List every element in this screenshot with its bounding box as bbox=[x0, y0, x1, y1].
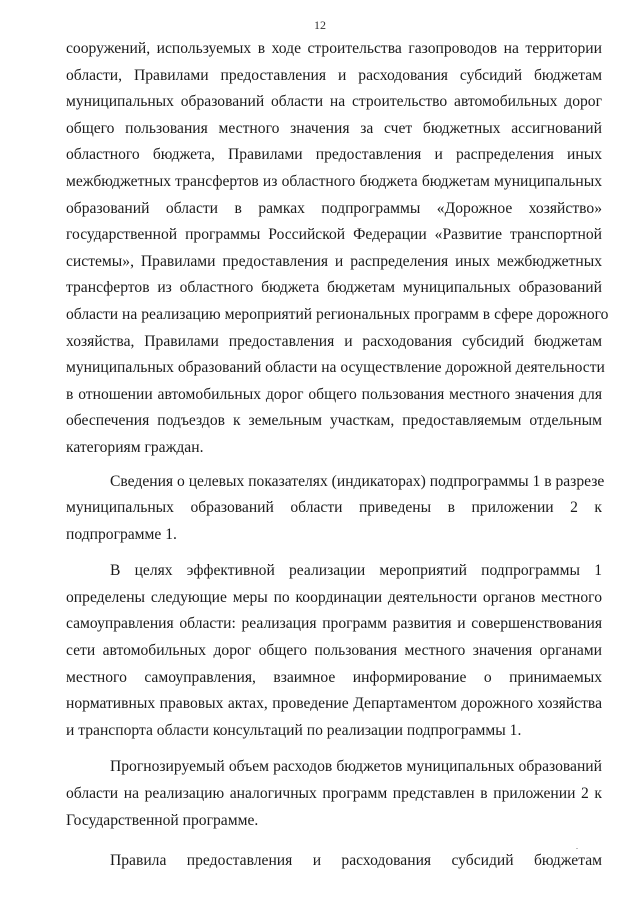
paragraph-5 bbox=[66, 848, 602, 875]
text-line: в отношении автомобильных дорог общего пользования местного значения для bbox=[66, 385, 602, 403]
text-line: хозяйства, Правилами предоставления и расходования субсидий бюджетам bbox=[66, 332, 602, 350]
text-line: Сведения о целевых показателях (индикаторах) подпрограммы 1 в разрезе bbox=[110, 472, 605, 490]
text-line: государственной программы Российской Федерации «Развитие транспортной bbox=[66, 226, 602, 244]
text-line: Государственной программе. bbox=[66, 811, 259, 829]
text-line: сети автомобильных дорог общего пользования местного значения органами bbox=[66, 642, 602, 660]
text-line: образований области в рамках подпрограммы «Дорожное хозяйство» bbox=[66, 199, 602, 217]
text-line: Правила предоставления и расходования субсидий бюджетам bbox=[110, 852, 602, 870]
paragraph-2 bbox=[66, 469, 605, 549]
text-line: В целях эффективной реализации мероприятий подпрограммы 1 bbox=[110, 562, 602, 580]
text-line: муниципальных образований области на строительство автомобильных дорог bbox=[66, 93, 602, 111]
text-line: нормативных правовых актах, проведение Департаментом дорожного хозяйства bbox=[66, 695, 602, 713]
text-line: обеспечения подъездов к земельным участкам, предоставляемым отдельным bbox=[66, 412, 602, 430]
text-line: подпрограмме 1. bbox=[66, 525, 177, 543]
paragraph-4 bbox=[66, 754, 602, 834]
text-line: сооружений, используемых в ходе строительства газопроводов на территории bbox=[66, 40, 602, 57]
paragraph-3 bbox=[66, 558, 602, 744]
text-line: муниципальных образований области на осуществление дорожной деятельности bbox=[66, 359, 605, 377]
text-line: межбюджетных трансфертов из областного бюджета бюджетам муниципальных bbox=[66, 172, 602, 190]
text-line: категориям граждан. bbox=[66, 438, 204, 456]
paragraph-1 bbox=[66, 36, 609, 462]
text-line: областного бюджета, Правилами предоставления и распределения иных bbox=[66, 146, 602, 164]
text-line: местного самоуправления, взаимное информирование о принимаемых bbox=[66, 668, 602, 686]
text-line: области на реализацию аналогичных программ представлен в приложении 2 к bbox=[66, 785, 602, 803]
page-number: 12 bbox=[314, 18, 326, 32]
text-line: определены следующие меры по координации деятельности органов местного bbox=[66, 588, 602, 606]
text-line: и транспорта области консультаций по реализации подпрограммы 1. bbox=[66, 721, 522, 739]
text-line: трансфертов из областного бюджета бюджетам муниципальных образований bbox=[66, 279, 602, 297]
document-body bbox=[66, 36, 609, 875]
text-line: области на реализацию мероприятий региональных программ в сфере дорожного bbox=[66, 305, 609, 323]
text-line: системы», Правилами предоставления и распределения иных межбюджетных bbox=[66, 252, 602, 270]
text-line: Прогнозируемый объем расходов бюджетов муниципальных образований bbox=[110, 758, 602, 776]
text-line: муниципальных образований области приведены в приложении 2 к bbox=[66, 499, 602, 517]
scan-speck bbox=[576, 848, 578, 849]
text-line: самоуправления области: реализация программ развития и совершенствования bbox=[66, 615, 602, 633]
text-line: области, Правилами предоставления и расходования субсидий бюджетам bbox=[66, 66, 602, 84]
text-line: общего пользования местного значения за счет бюджетных ассигнований bbox=[66, 119, 602, 137]
